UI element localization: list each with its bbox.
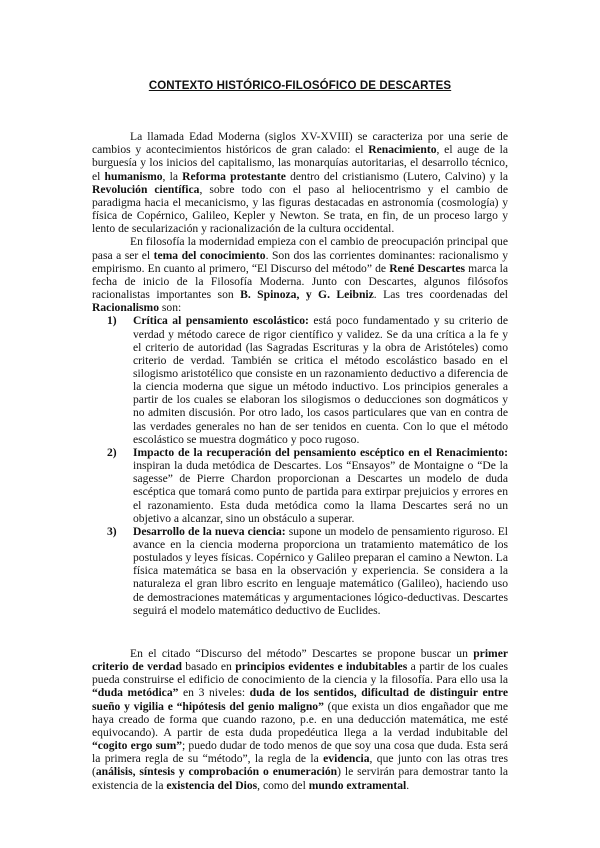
paragraph-historical-context: La llamada Edad Moderna (siglos XV-XVIII) se caracteriza por una serie de cambios y acontecimientos históricos de gran calado: el Renacimiento, el auge de la burguesía y los inicios del capitalismo, las monarquías autoritarias, el desarrollo técnico, el humanismo, la Reforma protestante dentro del cristianismo (Lutero, Calvino) y la Revolución científica, sobre todo con el paso al heliocentrismo y el cambio de paradigma hacia el mecanicismo, y las figuras destacadas en astronomía (cosmología) y física de Copérnico, Galileo, Kepler y Newton. Se trata, en fin, de un proceso largo y lento de secularización y racionalización de la cultura occidental.	[92, 130, 509, 236]
paragraph-philosophical-context: En filosofía la modernidad empieza con el cambio de preocupación principal que pasa a ser el tema del conocimiento. Son dos las corrientes dominantes: racionalismo y empirismo. En cuanto al primero, “El Discurso del método” de René Descartes marca la fecha de inicio de la Filosofía Moderna. Junto con Descartes, algunos filósofos racionalistas importantes son B. Spinoza, y G. Leibniz. Las tres coordenadas del Racionalismo son:	[92, 235, 509, 315]
rationalism-coordinates-list	[92, 314, 508, 617]
paragraph-discourse-method: En el citado “Discurso del método” Descartes se propone buscar un primer criterio de verdad basado en principios evidentes e indubitables a partir de los cuales pueda construirse el edificio de conocimiento de la ciencia y la filosofía. Para ello usa la “duda metódica” en 3 niveles: duda de los sentidos, dificultad de distinguir entre sueño y vigilia e “hipótesis del genio maligno” (que exista un dios engañador que me haya creado de forma que cuando razono, p.e. en una deducción matemática, me esté equivocando). A partir de esta duda propedéutica llega a la verdad indubitable del “cogito ergo sum”; puedo dudar de todo menos de que soy una cosa que duda. Esta será la primera regla de su “método”, la regla de la evidencia, que junto con las otras tres (análisis, síntesis y comprobación o enumeración) le servirán para demostrar tanto la existencia de la existencia del Dios, como del mundo extramental.	[92, 646, 508, 792]
list-item: 1) Crítica al pensamiento escolástico: está poco fundamentado y su criterio de verdad y método carece de rigor científico y validez. Se da una crítica a la fe y el criterio de autoridad (las Sagradas Escrituras y la obra de Aristóteles) como criterio de verdad. También se critica el método escolástico basado en el silogismo aristotélico que consiste en un razonamiento deductivo a diferencia de la ciencia moderna que sigue un método inductivo. Los principios generales a partir de los cuales se elaboran los silogismos o deducciones son dogmáticos y no admiten discusión. Por otro lado, los casos particulares que van en contra de las verdades generales no han de ser tenidos en cuenta. Con lo que el método escolástico se muestra dogmático y poco rugoso.	[107, 314, 508, 446]
list-item: 2) Impacto de la recuperación del pensamiento escéptico en el Renacimiento: inspiran la duda metódica de Descartes. Los “Ensayos” de Montaigne o “De la sagesse” de Pierre Chardon proporcionan a Descartes un modelo de duda escéptica que tomará como punto de partida para extirpar prejuicios y errores en el razonamiento. Esta duda metódica como la llama Descartes será no un objetivo a alcanzar, sino un obstáculo a superar.	[107, 445, 508, 525]
page-title: CONTEXTO HISTÓRICO-FILOSÓFICO DE DESCARTES	[148, 80, 452, 92]
list-item: 3) Desarrollo de la nueva ciencia: supone un modelo de pensamiento riguroso. El avance en la ciencia moderna proporciona un tratamiento matemático de los postulados y leyes físicas. Copérnico y Galileo preparan el camino a Newton. La física matemática se basa en la observación y experiencia. Se considera a la naturaleza el gran libro escrito en lenguaje matemático (Galileo), haciendo uso de demostraciones matemáticas y argumentaciones lógico-deductivas. Descartes seguirá el modelo matemático deductivo de Euclides.	[107, 524, 508, 617]
